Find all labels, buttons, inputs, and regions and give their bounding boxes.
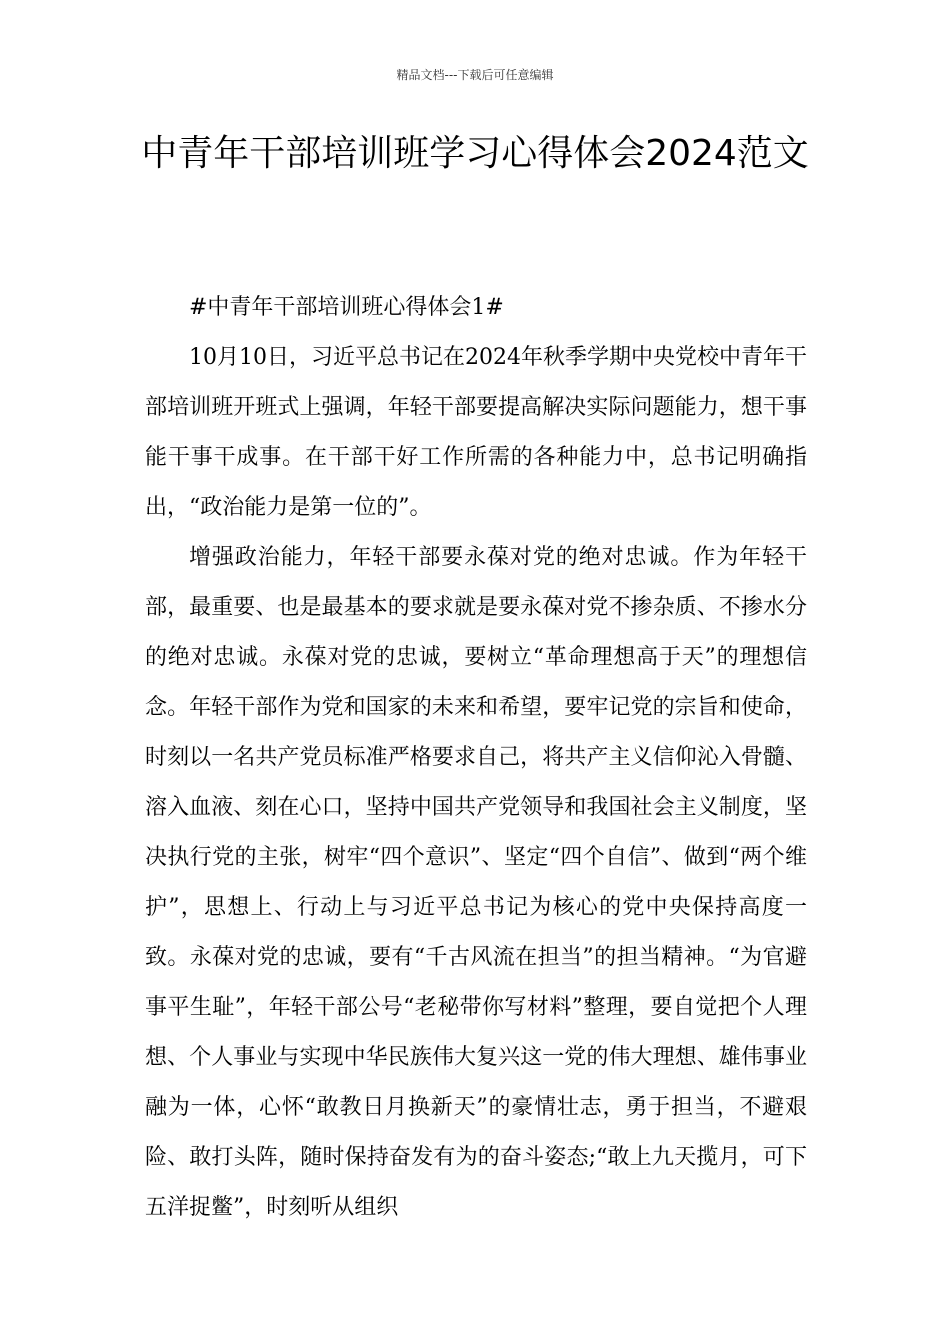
paragraph-2: 增强政治能力，年轻干部要永葆对党的绝对忠诚。作为年轻干部，最重要、也是最基本的要求就是要永葆对党不掺杂质、不掺水分的绝对忠诚。永葆对党的忠诚，要树立“革命理想高于天”的理想信念。年轻干部作为党和国家的未来和希望，要牢记党的宗旨和使命，时刻以一名共产党员标准严格要求自己，将共产主义信仰沁入骨髓、溶入血液、刻在心口，坚持中国共产党领导和我国社会主义制度，坚决执行党的主张，树牢“四个意识”、坚定“四个自信”、做到“两个维护”，思想上、行动上与习近平总书记为核心的党中央保持高度一致。永葆对党的忠诚，要有“千古风流在担当”的担当精神。“为官避事平生耻”，年轻干部公号“老秘带你写材料”整理，要自觉把个人理想、个人事业与实现中华民族伟大复兴这一党的伟大理想、雄伟事业融为一体，心怀“敢教日月换新天”的豪情壮志，勇于担当，不避艰险、敢打头阵，随时保持奋发有为的奋斗姿态;“敢上九天揽月，可下五洋捉鳖”，时刻听从组织 xyxy=(145,545,807,1220)
page-header: 精品文档---下载后可任意编辑 xyxy=(396,68,554,82)
document-body xyxy=(145,283,807,1233)
document-title: 中青年干部培训班学习心得体会2024范文 xyxy=(141,133,809,174)
paragraph-1: 10月10日，习近平总书记在2024年秋季学期中央党校中青年干部培训班开班式上强调，年轻干部要提高解决实际问题能力，想干事能干事干成事。在干部干好工作所需的各种能力中，总书记明确指出，“政治能力是第一位的”。 xyxy=(145,345,807,520)
section-heading: #中青年干部培训班心得体会1# xyxy=(189,295,504,320)
